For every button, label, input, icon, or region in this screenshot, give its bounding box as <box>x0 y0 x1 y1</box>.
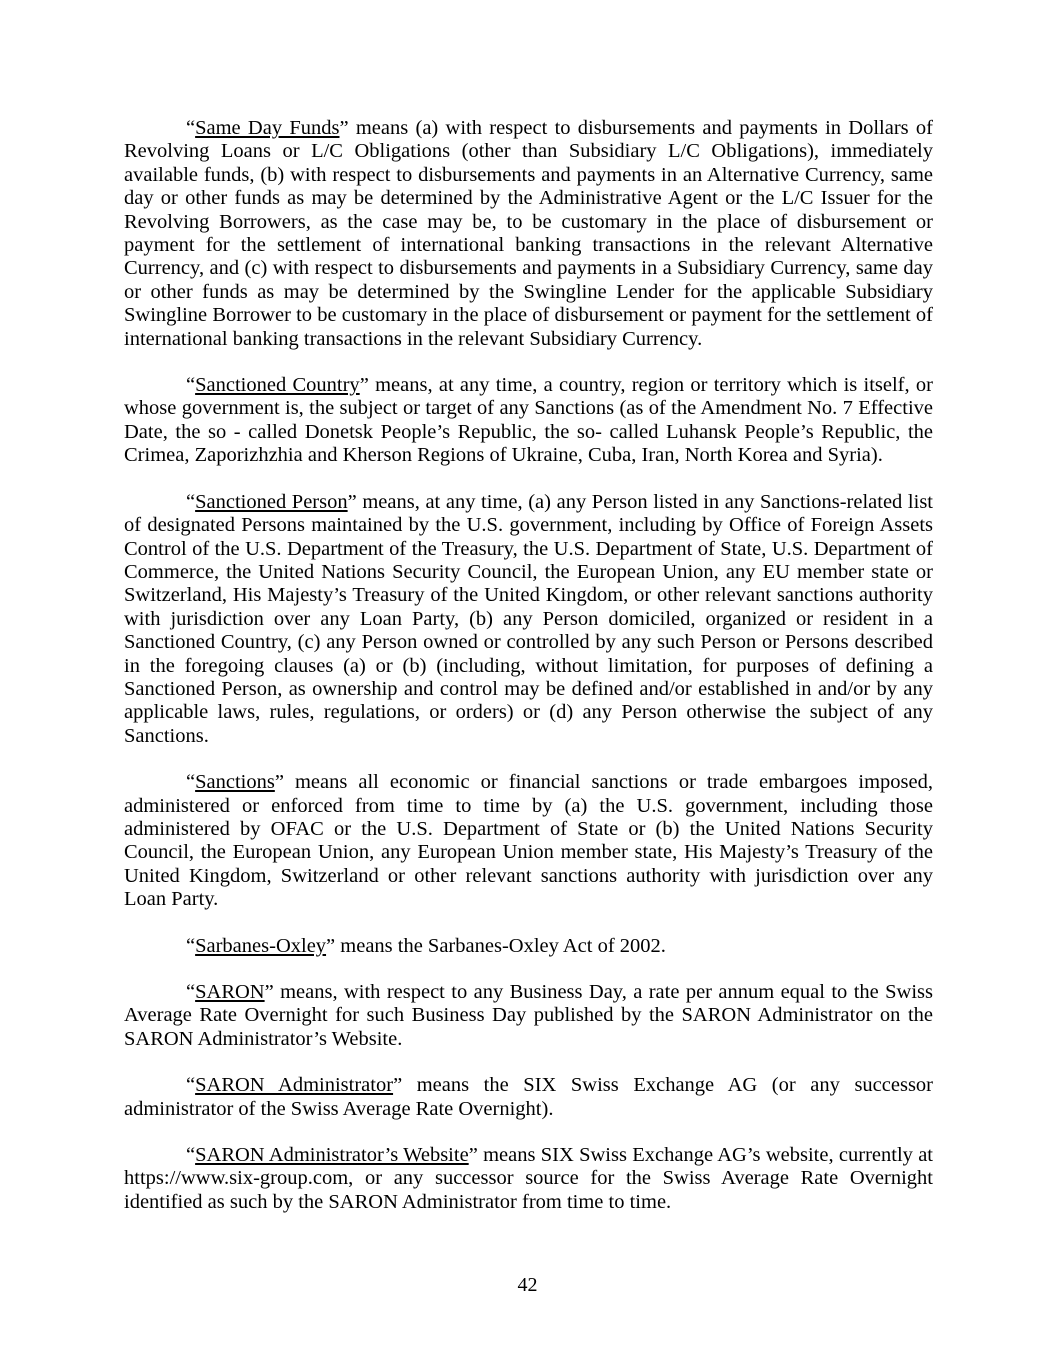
open-quote: “ <box>186 1074 196 1097</box>
definition-body: ” means SIX Swiss Exchange AG’s website, currently at https://www.six-group.com, or any successor source for the Swiss Average Rate Overnight identified as such by the SARON Administrator from time to time. <box>124 1144 933 1213</box>
defined-term: Sarbanes-Oxley <box>195 934 327 957</box>
open-quote: “ <box>186 934 196 957</box>
definition-paragraph-sanctioned-country <box>124 374 933 468</box>
definition-body: ” means the Sarbanes-Oxley Act of 2002. <box>326 934 666 957</box>
open-quote: “ <box>186 981 196 1003</box>
defined-term: Same Day Funds <box>195 117 340 139</box>
definition-paragraph-sanctioned-person <box>124 491 933 748</box>
open-quote: “ <box>186 1144 196 1167</box>
defined-term: Sanctions <box>195 771 275 794</box>
definition-paragraph-sanctions <box>124 771 933 911</box>
defined-term: SARON <box>195 981 265 1003</box>
definition-body: ” means (a) with respect to disbursements and payments in Dollars of Revolving Loans or L/C Obligations (other than Subsidiary L/C Obligations), immediately available funds, (b) with respect to disbursements and payments in an Alternative Currency, same day or other funds as may be determined by the Administrative Agent or the L/C Issuer for the Revolving Borrowers, as the case may be, to be customary in the place of disbursement or payment for the settlement of international banking transactions in the relevant Alternative Currency, and (c) with respect to disbursements and payments in a Subsidiary Currency, same day or other funds as may be determined by the Swingline Lender for the applicable Subsidiary Swingline Borrower to be customary in the place of disbursement or payment for the settlement of international banking transactions in the relevant Subsidiary Currency. <box>124 117 933 350</box>
open-quote: “ <box>186 771 196 794</box>
open-quote: “ <box>186 117 196 139</box>
defined-term: Sanctioned Country <box>195 374 360 397</box>
defined-term: SARON Administrator <box>195 1074 394 1097</box>
defined-term: SARON Administrator’s Website <box>195 1144 469 1167</box>
definition-paragraph-saron <box>124 981 933 1051</box>
definition-body: ” means, at any time, (a) any Person listed in any Sanctions-related list of designated Persons maintained by the U.S. government, including by Office of Foreign Assets Control of the U.S. Department of the Treasury, the U.S. Department of State, U.S. Department of Commerce, the United Nations Security Council, the European Union, any EU member state or Switzerland, His Majesty’s Treasury of the United Kingdom, or other relevant sanctions authority with jurisdiction over any Loan Party, (b) any Person domiciled, organized or resident in a Sanctioned Country, (c) any Person owned or controlled by any such Person or Persons described in the foregoing clauses (a) or (b) (including, without limitation, for purposes of defining a Sanctioned Person, as ownership and control may be defined and/or established in and/or by any applicable laws, rules, regulations, or orders) or (d) any Person otherwise the subject of any Sanctions. <box>124 490 933 747</box>
page-number: 42 <box>517 1274 538 1296</box>
definition-paragraph-sarbanes-oxley <box>124 935 933 958</box>
open-quote: “ <box>186 490 196 513</box>
definition-body: ” means the SIX Swiss Exchange AG (or any successor administrator of the Swiss Average Rate Overnight). <box>124 1074 933 1120</box>
definition-body: ” means, at any time, a country, region or territory which is itself, or whose government is, the subject or target of any Sanctions (as of the Amendment No. 7 Effective Date, the so - called Donetsk People’s Republic, the so- called Luhansk People’s Republic, the Crimea, Zaporizhzhia and Kherson Regions of Ukraine, Cuba, Iran, North Korea and Syria). <box>124 374 933 467</box>
definition-paragraph-saron-administrator <box>124 1074 933 1121</box>
open-quote: “ <box>186 374 196 397</box>
definition-body: ” means all economic or financial sanctions or trade embargoes imposed, administered or enforced from time to time by (a) the U.S. government, including those administered by OFAC or the U.S. Department of State or (b) the United Nations Security Council, the European Union, any European Union member state, His Majesty’s Treasury of the United Kingdom, Switzerland or other relevant sanctions authority with jurisdiction over any Loan Party. <box>124 771 933 911</box>
defined-term: Sanctioned Person <box>195 490 348 513</box>
definition-body: ” means, with respect to any Business Day, a rate per annum equal to the Swiss Average Rate Overnight for such Business Day published by the SARON Administrator on the SARON Administrator’s Website. <box>124 981 933 1050</box>
definition-paragraph-same-day-funds <box>124 117 933 351</box>
definition-paragraph-saron-administrators-website <box>124 1144 933 1214</box>
